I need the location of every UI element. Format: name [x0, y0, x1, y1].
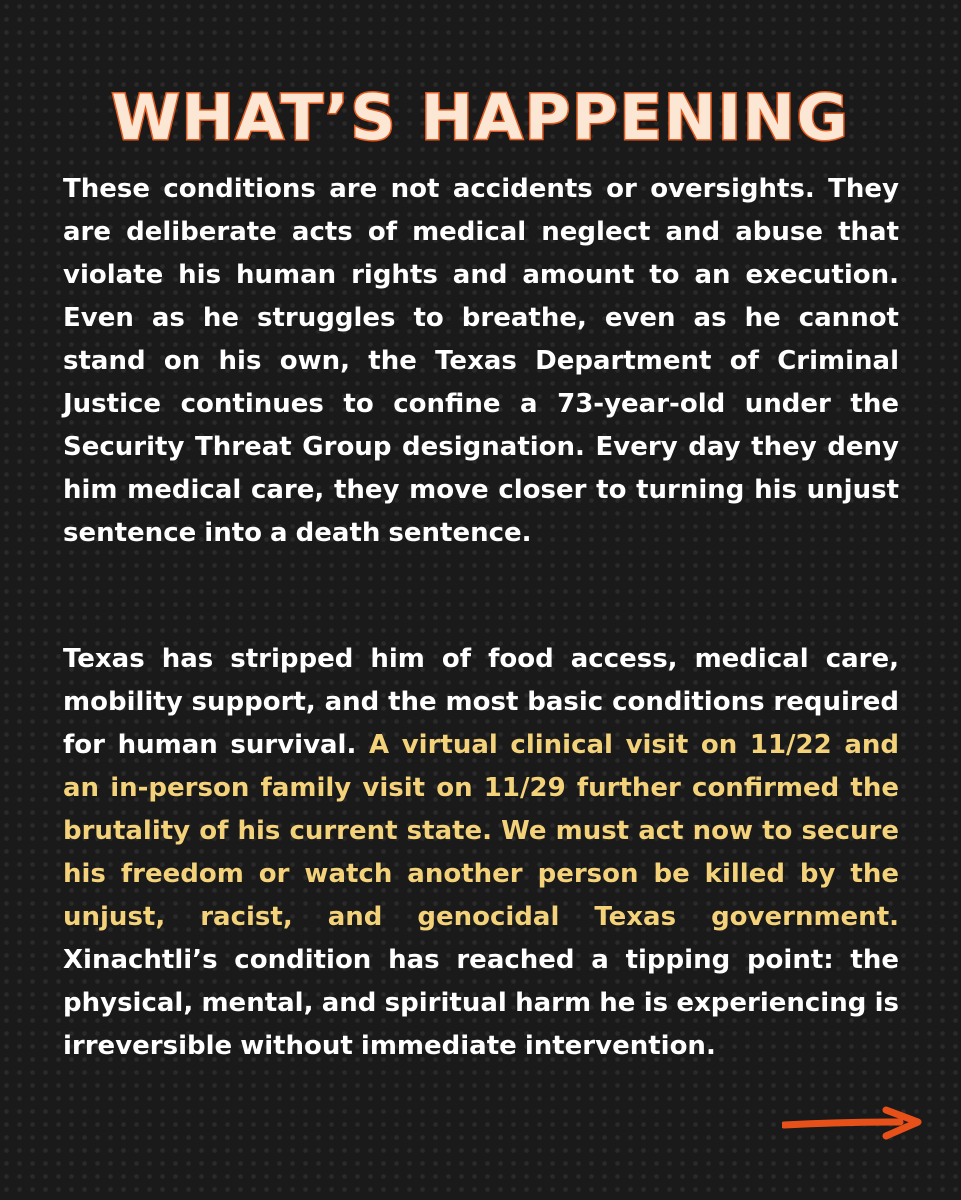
- arrow-right-icon[interactable]: [782, 1106, 922, 1140]
- paragraph-conditions: These conditions are not accidents or oversights. They are deliberate acts of medical neglect and abuse that violate his human rights and amount to an execution. Even as he struggles to breathe, even as he cannot stand on his own, the Texas Department of Criminal Justice continues to confine a 73-year-old under the Security Threat Group designation. Every day they deny him medical care, they move closer to turning his unjust sentence into a death sentence.: [63, 174, 899, 548]
- paragraph-intro: Texas has stripped him of food access, medical care, mobility support, and the most basic conditions required for human survival.: [63, 644, 899, 760]
- page-title: WHAT’S HAPPENING: [111, 81, 850, 154]
- paragraph-texas: [63, 638, 899, 1068]
- paragraph-closing: Xinachtli’s condition has reached a tipping point: the physical, mental, and spiritual harm he is experiencing is irreversible without immediate intervention.: [63, 945, 899, 1061]
- highlighted-statement: A virtual clinical visit on 11/22 and an in-person family visit on 11/29 further confirmed the brutality of his current state. We must act now to secure his freedom or watch another person be killed by the unjust, racist, and genocidal Texas government.: [63, 730, 899, 932]
